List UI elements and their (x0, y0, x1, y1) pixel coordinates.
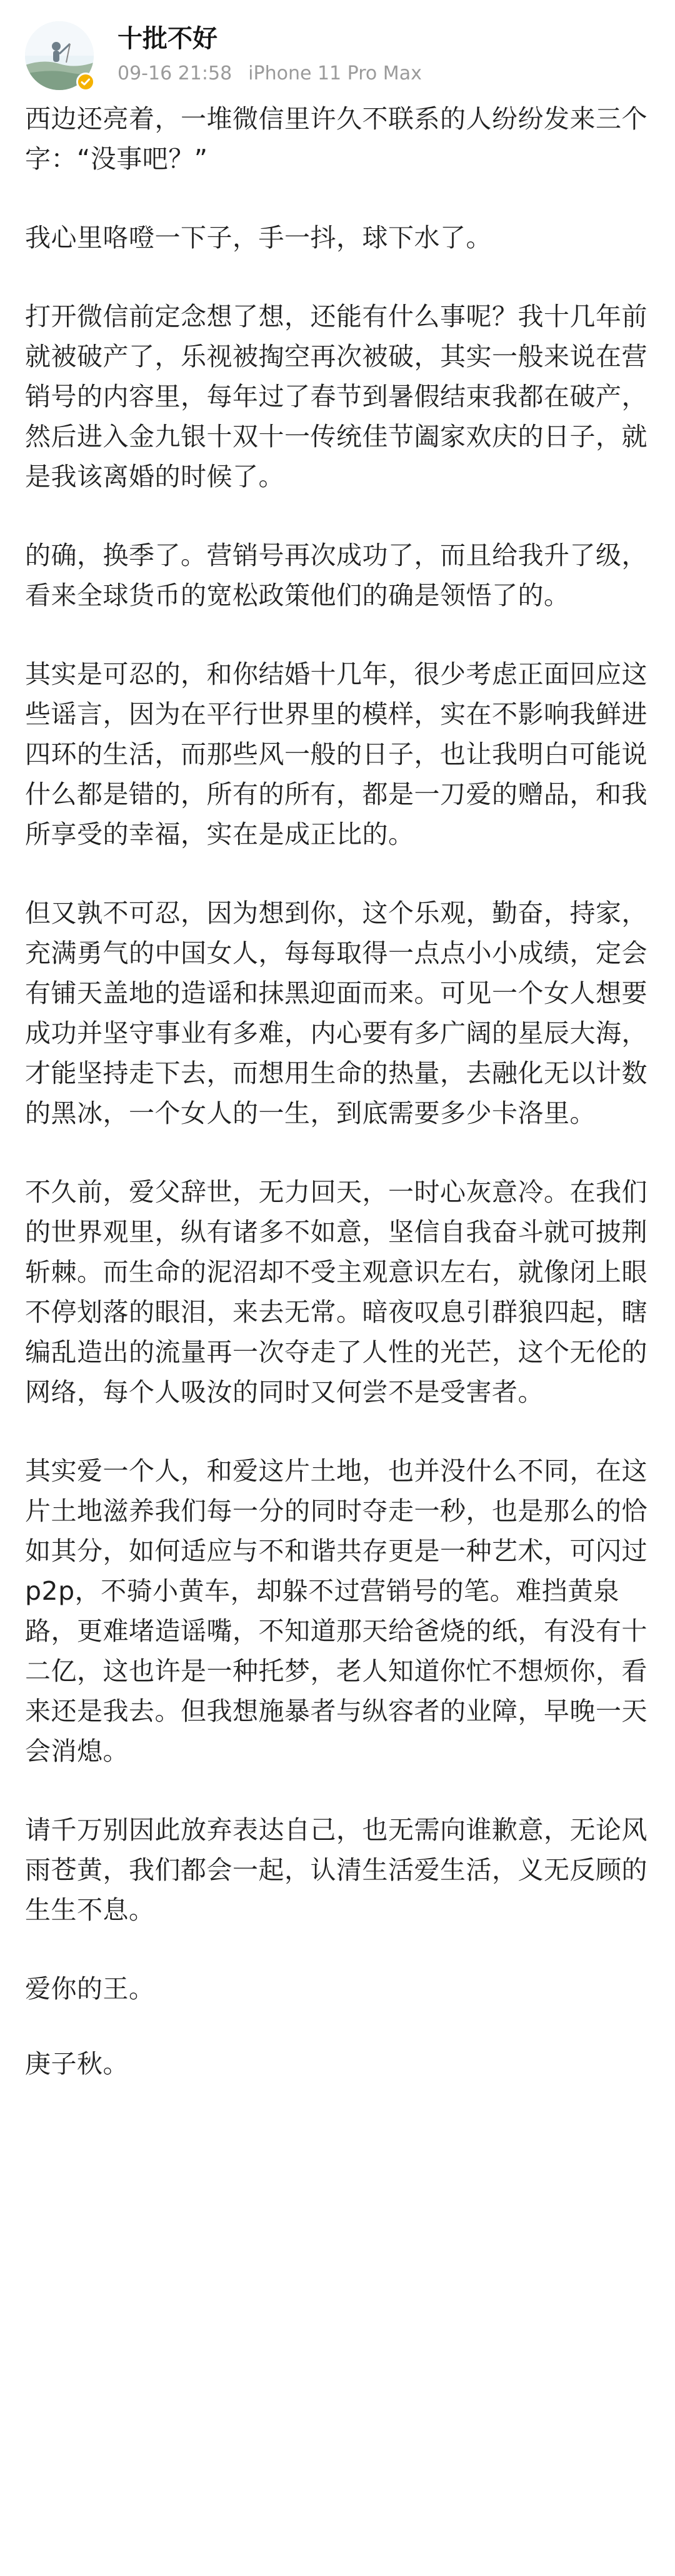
post-paragraph: 打开微信前定念想了想，还能有什么事呢？我十几年前就被破产了，乐视被掏空再次被破，其实一般来说在营销号的内容里，每年过了春节到暑假结束我都在破产，然后进入金九银十双十一传统佳节阖家欢庆的日子，就是我该离婚的时候了。 (25, 301, 648, 492)
post-meta (118, 63, 422, 85)
post-paragraph: 庚子秋。 (25, 2049, 129, 2079)
post-device: iPhone 11 Pro Max (248, 63, 422, 84)
post-paragraph: 不久前，爱父辞世，无力回天，一时心灰意冷。在我们的世界观里，纵有诸多不如意，坚信自我奋斗就可披荆斩棘。而生命的泥沼却不受主观意识左右，就像闭上眼不停划落的眼泪，来去无常。暗夜叹息引群狼四起，瞎编乱造出的流量再一次夺走了人性的光芒，这个无伦的网络，每个人吸汝的同时又何尝不是受害者。 (25, 1177, 648, 1407)
user-name[interactable]: 十批不好 (118, 24, 218, 53)
post-paragraph: 其实爱一个人，和爱这片土地，也并没什么不同，在这片土地滋养我们每一分的同时夺走一秒，也是那么的恰如其分，如何适应与不和谐共存更是一种艺术，可闪过p2p，不骑小黄车，却躲不过营销号的笔。难挡黄泉路，更难堵造谣嘴，不知道那天给爸烧的纸，有没有十二亿，这也许是一种托梦，老人知道你忙不想烦你，看来还是我去。但我想施暴者与纵容者的业障，早晚一天会消熄。 (25, 1456, 648, 1766)
post-paragraph: 西边还亮着，一堆微信里许久不联系的人纷纷发来三个字：“没事吧？” (25, 104, 648, 174)
post-timestamp: 09-16 21:58 (118, 63, 232, 84)
post-paragraph: 爱你的王。 (25, 1974, 155, 2004)
post-paragraph: 但又孰不可忍，因为想到你，这个乐观，勤奋，持家，充满勇气的中国女人，每每取得一点点小小成绩，定会有铺天盖地的造谣和抹黑迎面而来。可见一个女人想要成功并坚守事业有多难，内心要有多广阔的星辰大海，才能坚持走下去，而想用生命的热量，去融化无以计数的黑冰，一个女人的一生，到底需要多少卡洛里。 (25, 898, 648, 1128)
post-header (25, 21, 650, 90)
post-body (25, 99, 652, 2119)
post-paragraph: 我心里咯噔一下子，手一抖，球下水了。 (25, 223, 492, 253)
verified-badge-icon (76, 73, 95, 91)
post-paragraph: 其实是可忍的，和你结婚十几年，很少考虑正面回应这些谣言，因为在平行世界里的模样，实在不影响我鲜进四环的生活，而那些风一般的日子，也让我明白可能说什么都是错的，所有的所有，都是一刀爱的赠品，和我所享受的幸福，实在是成正比的。 (25, 659, 648, 849)
post-paragraph: 的确，换季了。营销号再次成功了，而且给我升了级，看来全球货币的宽松政策他们的确是领悟了的。 (25, 540, 648, 610)
post-paragraph: 请千万别因此放弃表达自己，也无需向谁歉意，无论风雨苍黄，我们都会一起，认清生活爱生活，义无反顾的生生不息。 (25, 1815, 648, 1925)
